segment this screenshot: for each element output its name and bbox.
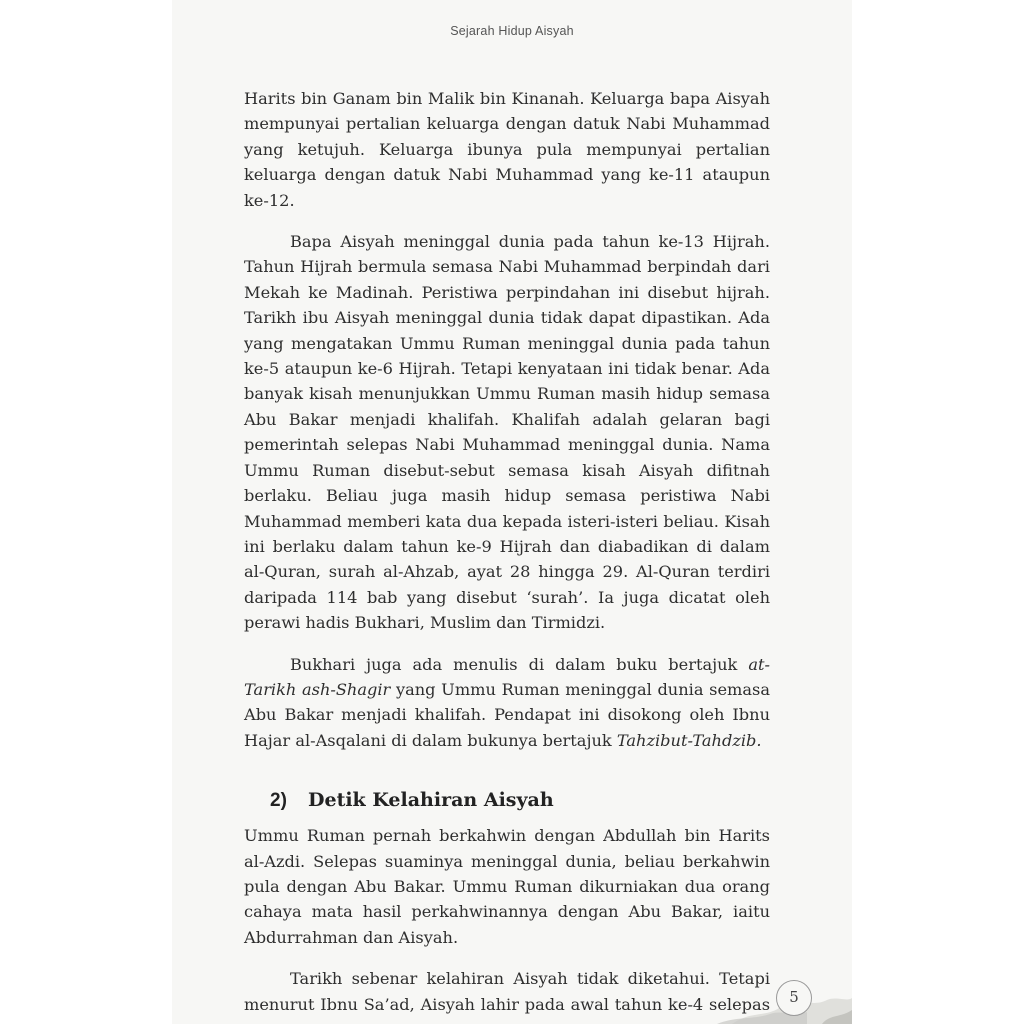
paragraph-3-text-b: yang Ummu Ruman meninggal dunia semasa Abu Bakar menjadi khalifah. Pendapat ini disokong oleh Ibnu Hajar al-Asqalani di dalam bukunya bertajuk: [244, 679, 770, 750]
running-header: Sejarah Hidup Aisyah: [450, 24, 574, 38]
book-page: [172, 0, 852, 1024]
book-title-tahzib: Tahzibut-Tahdzib.: [616, 730, 762, 750]
section-title: Detik Kelahiran Aisyah: [308, 789, 554, 812]
section-paragraph-2: Tarikh sebenar kelahiran Aisyah tidak diketahui. Tetapi menurut Ibnu Sa’ad, Aisyah lahir pada awal tahun ke-4 selepas: [244, 969, 770, 1014]
book-title-tarikh: at-Tarikh ash-Shagir: [244, 654, 770, 699]
page-number: 5: [776, 980, 812, 1016]
section-paragraph-1: Ummu Ruman pernah berkahwin dengan Abdullah bin Harits al-Azdi. Selepas suaminya meninggal dunia, beliau berkahwin pula dengan Abu Bakar. Ummu Ruman dikurniakan dua orang cahaya mata hasil perkahwinannya dengan Abu Bakar, iaitu Abdurrahman dan Aisyah.: [244, 826, 770, 947]
page-body: [244, 86, 770, 1017]
section-number: 2): [270, 790, 287, 812]
paragraph-2: Bapa Aisyah meninggal dunia pada tahun ke-13 Hijrah. Tahun Hijrah bermula semasa Nabi Muhammad berpindah dari Mekah ke Madinah. Peristiwa perpindahan ini disebut hijrah. Tarikh ibu Aisyah meninggal dunia tidak dapat dipastikan. Ada yang mengatakan Ummu Ruman meninggal dunia pada tahun ke-5 ataupun ke-6 Hijrah. Tetapi kenyataan ini tidak benar. Ada banyak kisah menunjukkan Ummu Ruman masih hidup semasa Abu Bakar menjadi khalifah. Khalifah adalah gelaran bagi pemerintah selepas Nabi Muhammad meninggal dunia. Nama Ummu Ruman disebut-sebut semasa kisah Aisyah difitnah berlaku. Beliau juga masih hidup semasa peristiwa Nabi Muhammad memberi kata dua kepada isteri-isteri beliau. Kisah ini berlaku dalam tahun ke-9 Hijrah dan diabadikan di dalam al-Quran, surah al-Ahzab, ayat 28 hingga 29. Al-Quran terdiri daripada 114 bab yang disebut ‘surah’. Ia juga dicatat oleh perawi hadis Bukhari, Muslim dan Tirmidzi.: [244, 232, 770, 633]
section-heading: [270, 786, 770, 815]
paragraph-3: [244, 652, 770, 754]
paragraph-1: Harits bin Ganam bin Malik bin Kinanah. Keluarga bapa Aisyah mempunyai pertalian keluarga dengan datuk Nabi Muhammad yang ketujuh. Keluarga ibunya pula mempunyai pertalian keluarga dengan datuk Nabi Muhammad yang ke-11 ataupun ke-12.: [244, 89, 770, 210]
paragraph-3-text-a: Bukhari juga ada menulis di dalam buku bertajuk: [290, 654, 749, 674]
